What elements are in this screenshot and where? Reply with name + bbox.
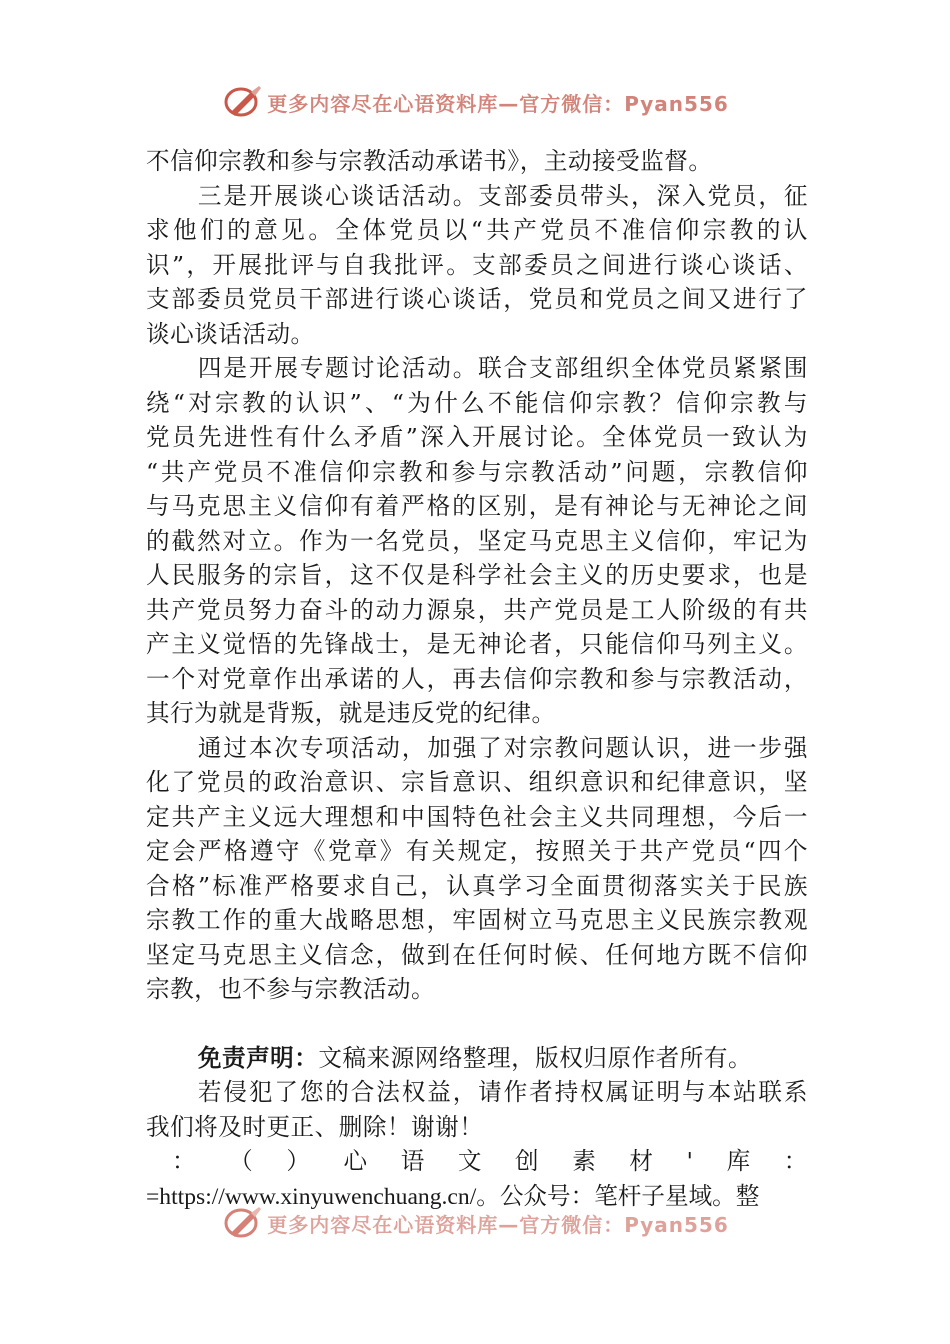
- paragraph-list: [146, 144, 808, 1007]
- spread-char: 库: [726, 1147, 751, 1175]
- paragraph-line: 化了党员的政治意识、宗旨意识、组织意识和纪律意识，坚: [146, 768, 808, 796]
- paragraph-line: 产主义觉悟的先锋战士，是无神论者，只能信仰马列主义。: [146, 630, 808, 658]
- paragraph-line: 支部委员党员干部进行谈心谈话，党员和党员之间又进行了: [146, 285, 808, 313]
- paragraph-line: 合格”标准严格要求自己，认真学习全面贯彻落实关于民族: [146, 871, 808, 900]
- watermark-text: 更多内容尽在心语资料库—官方微信：Pyan556: [267, 91, 729, 116]
- source-tail: 。公众号：笔杆子星域。整: [476, 1181, 760, 1210]
- watermark-banner-bottom: [0, 1203, 950, 1243]
- spread-char: ：: [783, 1147, 808, 1175]
- disclaimer-label: 免责声明：: [197, 1043, 319, 1072]
- paragraph-line: 的截然对立。作为一名党员，坚定马克思主义信仰，牢记为: [146, 526, 808, 555]
- paragraph-line: “共产党员不准信仰宗教和参与宗教活动”问题，宗教信仰: [146, 457, 808, 486]
- disclaimer-line: [146, 1041, 808, 1076]
- paragraph-line: 定共产主义远大理想和中国特色社会主义共同理想，今后一: [146, 802, 808, 831]
- paragraph-line: 识”，开展批评与自我批评。支部委员之间进行谈心谈话、: [146, 250, 808, 279]
- paragraph-line: 坚定马克思主义信念，做到在任何时候、任何地方既不信仰: [146, 940, 808, 969]
- paragraph-line: 宗教工作的重大战略思想，牢固树立马克思主义民族宗教观: [146, 906, 808, 934]
- spread-char: 语: [400, 1147, 425, 1175]
- source-spread-line: [146, 1144, 808, 1179]
- paragraph-line: 四是开展专题讨论活动。联合支部组织全体党员紧紧围: [197, 354, 808, 382]
- spread-char: 心: [343, 1147, 368, 1175]
- spread-char: 文: [457, 1147, 482, 1175]
- spread-char: 材: [629, 1147, 654, 1175]
- paragraph-line: 人民服务的宗旨，这不仅是科学社会主义的历史要求，也是: [146, 561, 808, 589]
- spread-char: ：: [172, 1147, 197, 1175]
- pen-logo-icon: [221, 1205, 263, 1241]
- spread-char: 素: [572, 1147, 597, 1175]
- paragraph-line: 三是开展谈心谈话活动。支部委员带头，深入党员，征: [197, 181, 808, 210]
- paragraph-line: 其行为就是背叛，就是违反党的纪律。: [146, 699, 556, 727]
- paragraph-line: 绕“对宗教的认识”、“为什么不能信仰宗教？信仰宗教与: [146, 388, 808, 417]
- disclaimer-line-3: 我们将及时更正、删除！谢谢！: [146, 1112, 484, 1141]
- source-url: =https://www.xinyuwenchuang.cn/: [146, 1183, 477, 1210]
- paragraph-line: 党员先进性有什么矛盾”深入开展讨论。全体党员一致认为: [146, 423, 808, 451]
- watermark-text: 更多内容尽在心语资料库—官方微信：Pyan556: [267, 1212, 729, 1237]
- watermark-banner-top: [0, 82, 950, 122]
- spread-char: ）: [286, 1147, 311, 1175]
- disclaimer-line-2: 若侵犯了您的合法权益，请作者持权属证明与本站联系: [197, 1078, 808, 1106]
- paragraph-line: 宗教，也不参与宗教活动。: [146, 975, 436, 1003]
- paragraph-line: 与马克思主义信仰有着严格的区别，是有神论与无神论之间: [146, 492, 808, 520]
- paragraph-line: 谈心谈话活动。: [146, 319, 315, 348]
- pen-logo-icon: [221, 84, 263, 120]
- paragraph-line: 一个对党章作出承诺的人，再去信仰宗教和参与宗教活动，: [146, 664, 808, 693]
- paragraph-line: 定会严格遵守《党章》有关规定，按照关于共产党员“四个: [146, 837, 808, 865]
- spread-char: 创: [515, 1147, 540, 1175]
- disclaimer-text: 文稿来源网络整理，版权归原作者所有。: [318, 1043, 753, 1072]
- paragraph-line: 不信仰宗教和参与宗教活动承诺书》，主动接受监督。: [146, 147, 713, 175]
- paragraph-line: 共产党员努力奋斗的动力源泉，共产党员是工人阶级的有共: [146, 595, 808, 624]
- spread-char: （: [229, 1147, 254, 1175]
- paragraph-line: 通过本次专项活动，加强了对宗教问题认识，进一步强: [197, 733, 808, 762]
- paragraph-line: 求他们的意见。全体党员以“共产党员不准信仰宗教的认: [146, 216, 808, 244]
- spread-char: ': [686, 1147, 694, 1175]
- document-body: [146, 144, 808, 1214]
